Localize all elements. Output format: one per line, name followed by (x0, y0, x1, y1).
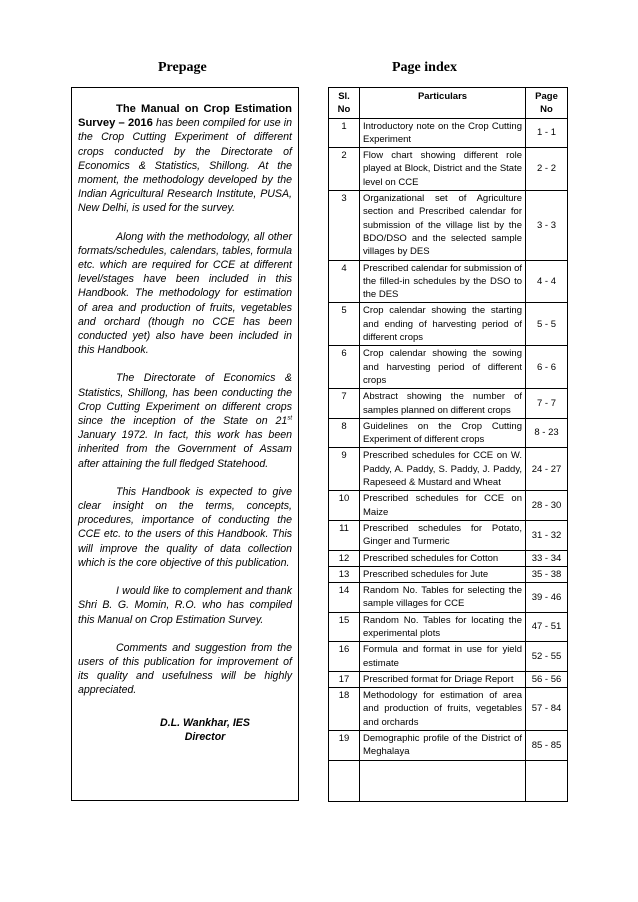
filler-cell (329, 760, 360, 801)
table-row (329, 448, 568, 491)
table-row (329, 688, 568, 731)
table-row (329, 389, 568, 419)
row-sl-no: 12 (329, 550, 360, 566)
row-particulars: Random No. Tables for selecting the sample villages for CCE (360, 583, 526, 613)
prepage-heading: Prepage (158, 60, 207, 75)
table-row (329, 346, 568, 389)
row-page-range: 33 - 34 (526, 550, 568, 566)
row-particulars: Prescribed schedules for CCE on Maize (360, 491, 526, 521)
prepage-paragraph-1: The Manual on Crop Estimation Survey – 2016 has been compiled for use in the Crop Cutting Experiment of different crops conducted by the Directorate of Economics & Statistics, Shillong. At the moment, the methodology developed by the Indian Agricultural Research Institute, PUSA, New Delhi, is used for the survey. (78, 103, 292, 215)
row-sl-no: 16 (329, 642, 360, 672)
page-index-table (328, 87, 568, 802)
row-sl-no: 17 (329, 671, 360, 687)
table-row (329, 583, 568, 613)
prepage-paragraph-5: I would like to complement and thank Shri B. G. Momin, R.O. who has compiled this Manual on Crop Estimation Survey. (78, 585, 292, 626)
row-page-range: 57 - 84 (526, 688, 568, 731)
table-row (329, 566, 568, 582)
row-particulars: Prescribed schedules for Potato, Ginger and Turmeric (360, 520, 526, 550)
row-particulars: Flow chart showing different role played at Block, District and the State level on CCE (360, 148, 526, 191)
manual-title: The Manual on Crop Estimation Survey – 2016 (78, 103, 292, 130)
table-row (329, 550, 568, 566)
row-particulars: Prescribed schedules for CCE on W. Paddy, A. Paddy, S. Paddy, J. Paddy, Rapeseed & Mustard and Wheat (360, 448, 526, 491)
row-page-range: 5 - 5 (526, 303, 568, 346)
row-particulars: Random No. Tables for locating the experimental plots (360, 612, 526, 642)
prepage-paragraph-2: Along with the methodology, all other formats/schedules, calendars, tables, formula etc. which are required for CCE at different level/stages have been included in this Handbook. The methodology for estimation of area and production of fruits, vegetables and orchard (though no CCE has been conducted yet) also have been included in this Handbook. (78, 230, 292, 357)
row-sl-no: 5 (329, 303, 360, 346)
row-page-range: 39 - 46 (526, 583, 568, 613)
row-sl-no: 4 (329, 260, 360, 303)
row-particulars: Prescribed schedules for Cotton (360, 550, 526, 566)
table-row (329, 148, 568, 191)
signature-title: Director (184, 730, 226, 743)
row-page-range: 28 - 30 (526, 491, 568, 521)
table-row (329, 520, 568, 550)
row-sl-no: 15 (329, 612, 360, 642)
row-particulars: Introductory note on the Crop Cutting Experiment (360, 118, 526, 148)
filler-cell (526, 760, 568, 801)
row-page-range: 8 - 23 (526, 418, 568, 448)
row-page-range: 24 - 27 (526, 448, 568, 491)
table-header-row (329, 88, 568, 119)
table-row (329, 118, 568, 148)
row-page-range: 35 - 38 (526, 566, 568, 582)
row-page-range: 85 - 85 (526, 731, 568, 761)
index-body (329, 118, 568, 801)
row-sl-no: 14 (329, 583, 360, 613)
table-row (329, 303, 568, 346)
particulars-header: Particulars (360, 88, 526, 119)
signature-name: D.L. Wankhar, IES (160, 716, 250, 729)
prepage-paragraph-3: The Directorate of Economics & Statistics, Shillong, has been conducting the Crop Cutting Experiment on different crops since the inception of the State on 21st January 1972. In fact, this work has been inherited from the Government of Assam after attaining the full fledged Statehood. (78, 372, 292, 470)
row-particulars: Demographic profile of the District of Meghalaya (360, 731, 526, 761)
row-particulars: Methodology for estimation of area and production of fruits, vegetables and orchards (360, 688, 526, 731)
row-page-range: 47 - 51 (526, 612, 568, 642)
row-page-range: 56 - 56 (526, 671, 568, 687)
page-index-heading: Page index (392, 60, 457, 75)
row-particulars: Prescribed format for Driage Report (360, 671, 526, 687)
row-particulars: Organizational set of Agriculture section and Prescribed calendar for submission of the village list by the BDO/DSO and the selected sample villages by DES (360, 191, 526, 260)
page-no-header: Page No (526, 88, 568, 119)
row-sl-no: 1 (329, 118, 360, 148)
row-page-range: 31 - 32 (526, 520, 568, 550)
table-row (329, 491, 568, 521)
table-row (329, 612, 568, 642)
table-row (329, 671, 568, 687)
row-page-range: 2 - 2 (526, 148, 568, 191)
row-page-range: 4 - 4 (526, 260, 568, 303)
row-sl-no: 6 (329, 346, 360, 389)
table-row (329, 418, 568, 448)
row-sl-no: 7 (329, 389, 360, 419)
sl-no-header: Sl. No (329, 88, 360, 119)
filler-row (329, 760, 568, 801)
table-row (329, 260, 568, 303)
table-row (329, 642, 568, 672)
row-particulars: Crop calendar showing the sowing and harvesting period of different crops (360, 346, 526, 389)
table-row (329, 191, 568, 260)
row-sl-no: 13 (329, 566, 360, 582)
row-sl-no: 2 (329, 148, 360, 191)
row-sl-no: 8 (329, 418, 360, 448)
row-particulars: Prescribed schedules for Jute (360, 566, 526, 582)
table-row (329, 731, 568, 761)
row-particulars: Crop calendar showing the starting and ending of harvesting period of different crops (360, 303, 526, 346)
row-sl-no: 11 (329, 520, 360, 550)
row-sl-no: 9 (329, 448, 360, 491)
row-page-range: 3 - 3 (526, 191, 568, 260)
row-sl-no: 18 (329, 688, 360, 731)
row-page-range: 6 - 6 (526, 346, 568, 389)
row-sl-no: 3 (329, 191, 360, 260)
row-particulars: Formula and format in use for yield estimate (360, 642, 526, 672)
prepage-box (71, 87, 299, 801)
row-sl-no: 19 (329, 731, 360, 761)
row-particulars: Prescribed calendar for submission of the filled-in schedules by the DSO to the DES (360, 260, 526, 303)
row-page-range: 52 - 55 (526, 642, 568, 672)
row-sl-no: 10 (329, 491, 360, 521)
filler-cell (360, 760, 526, 801)
prepage-paragraph-4: This Handbook is expected to give clear insight on the terms, concepts, procedures, importance of conducting the CCE etc. to the users of this Handbook. This will improve the quality of data collection which is the core objective of this publication. (78, 485, 292, 569)
signature-block (78, 716, 292, 745)
row-particulars: Guidelines on the Crop Cutting Experiment of different crops (360, 418, 526, 448)
row-page-range: 1 - 1 (526, 118, 568, 148)
prepage-paragraph-6: Comments and suggestion from the users of this publication for improvement of its quality and usefulness will be highly appreciated. (78, 641, 292, 697)
row-particulars: Abstract showing the number of samples planned on different crops (360, 389, 526, 419)
row-page-range: 7 - 7 (526, 389, 568, 419)
